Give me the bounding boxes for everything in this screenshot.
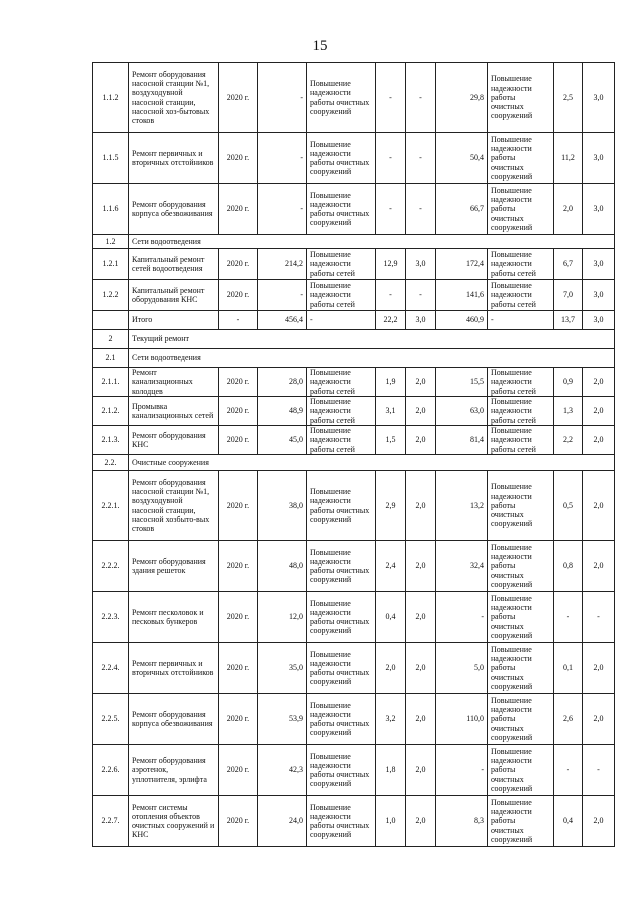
value-cell: 1,9: [376, 368, 406, 397]
section-title-cell: Сети водоотведения: [129, 349, 615, 368]
table-row: [93, 249, 615, 280]
table-row: [93, 541, 615, 592]
value-cell: 3,1: [376, 397, 406, 426]
value-cell: 2,6: [554, 694, 583, 745]
repair-plan-table: [92, 62, 615, 847]
value-cell: 2,0: [583, 796, 615, 847]
value-cell: 2,0: [406, 368, 436, 397]
value-cell: 22,2: [376, 311, 406, 330]
cost-cell: 28,0: [258, 368, 307, 397]
value-cell: -: [436, 745, 488, 796]
value-cell: 15,5: [436, 368, 488, 397]
row-number-cell: [93, 311, 129, 330]
effect-cell: Повышение надежности работы очистных сооружений: [307, 694, 376, 745]
year-cell: 2020 г.: [219, 280, 258, 311]
work-name-cell: Ремонт оборудования насосной станции №1, воздуходувной насосной станции, насосной хозбыто-вых стоков: [129, 471, 219, 541]
value-cell: 66,7: [436, 184, 488, 235]
row-number-cell: 2.1.2.: [93, 397, 129, 426]
section-title-cell: Очистные сооружения: [129, 455, 615, 471]
value-cell: 32,4: [436, 541, 488, 592]
year-cell: -: [219, 311, 258, 330]
table-row: [93, 397, 615, 426]
work-name-cell: Ремонт канализационных колодцев: [129, 368, 219, 397]
value-cell: 2,0: [406, 592, 436, 643]
effect-cell: Повышение надежности работы очистных сооружений: [307, 796, 376, 847]
cost-cell: 45,0: [258, 426, 307, 455]
year-cell: 2020 г.: [219, 133, 258, 184]
table-row: [93, 311, 615, 330]
year-cell: 2020 г.: [219, 184, 258, 235]
work-name-cell: Итого: [129, 311, 219, 330]
effect-cell: Повышение надежности работы сетей: [488, 249, 554, 280]
value-cell: 8,3: [436, 796, 488, 847]
value-cell: 2,9: [376, 471, 406, 541]
effect-cell: Повышение надежности работы очистных сооружений: [488, 184, 554, 235]
value-cell: 2,0: [583, 694, 615, 745]
value-cell: 460,9: [436, 311, 488, 330]
value-cell: -: [406, 133, 436, 184]
section-row: [93, 330, 615, 349]
value-cell: -: [406, 280, 436, 311]
cost-cell: 35,0: [258, 643, 307, 694]
row-number-cell: 2.2.4.: [93, 643, 129, 694]
value-cell: 1,3: [554, 397, 583, 426]
effect-cell: Повышение надежности работы сетей: [488, 368, 554, 397]
value-cell: 50,4: [436, 133, 488, 184]
work-name-cell: Ремонт оборудования КНС: [129, 426, 219, 455]
value-cell: 3,0: [583, 63, 615, 133]
value-cell: 2,0: [376, 643, 406, 694]
value-cell: 172,4: [436, 249, 488, 280]
value-cell: -: [376, 280, 406, 311]
value-cell: -: [583, 592, 615, 643]
table-row: [93, 63, 615, 133]
cost-cell: -: [258, 184, 307, 235]
section-number-cell: 1.2: [93, 235, 129, 249]
value-cell: 1,0: [376, 796, 406, 847]
effect-cell: Повышение надежности работы очистных сооружений: [307, 745, 376, 796]
value-cell: -: [583, 745, 615, 796]
cost-cell: 214,2: [258, 249, 307, 280]
effect-cell: -: [307, 311, 376, 330]
row-number-cell: 1.1.5: [93, 133, 129, 184]
value-cell: 2,0: [406, 426, 436, 455]
value-cell: 2,0: [583, 426, 615, 455]
value-cell: 2,0: [583, 471, 615, 541]
row-number-cell: 2.1.3.: [93, 426, 129, 455]
row-number-cell: 2.2.2.: [93, 541, 129, 592]
section-row: [93, 455, 615, 471]
value-cell: 6,7: [554, 249, 583, 280]
value-cell: 12,9: [376, 249, 406, 280]
cost-cell: 456,4: [258, 311, 307, 330]
value-cell: 2,0: [406, 397, 436, 426]
value-cell: 0,4: [376, 592, 406, 643]
year-cell: 2020 г.: [219, 471, 258, 541]
effect-cell: Повышение надежности работы очистных сооружений: [488, 745, 554, 796]
value-cell: 0,4: [554, 796, 583, 847]
value-cell: -: [436, 592, 488, 643]
table-row: [93, 643, 615, 694]
work-name-cell: Ремонт оборудования здания решеток: [129, 541, 219, 592]
work-name-cell: Ремонт оборудования корпуса обезвоживания: [129, 694, 219, 745]
effect-cell: Повышение надежности работы очистных сооружений: [488, 796, 554, 847]
value-cell: 2,0: [583, 368, 615, 397]
effect-cell: Повышение надежности работы очистных сооружений: [488, 63, 554, 133]
row-number-cell: 1.2.1: [93, 249, 129, 280]
year-cell: 2020 г.: [219, 592, 258, 643]
effect-cell: Повышение надежности работы очистных сооружений: [307, 184, 376, 235]
value-cell: 5,0: [436, 643, 488, 694]
value-cell: 1,5: [376, 426, 406, 455]
table-row: [93, 280, 615, 311]
table-row: [93, 694, 615, 745]
cost-cell: -: [258, 133, 307, 184]
work-name-cell: Ремонт первичных и вторичных отстойников: [129, 643, 219, 694]
value-cell: 11,2: [554, 133, 583, 184]
work-name-cell: Ремонт песколовок и песковых бункеров: [129, 592, 219, 643]
row-number-cell: 1.1.6: [93, 184, 129, 235]
effect-cell: Повышение надежности работы очистных сооружений: [307, 63, 376, 133]
work-name-cell: Капитальный ремонт оборудования КНС: [129, 280, 219, 311]
year-cell: 2020 г.: [219, 643, 258, 694]
cost-cell: 53,9: [258, 694, 307, 745]
effect-cell: Повышение надежности работы сетей: [307, 397, 376, 426]
value-cell: -: [376, 63, 406, 133]
row-number-cell: 2.2.1.: [93, 471, 129, 541]
value-cell: 3,0: [583, 311, 615, 330]
value-cell: 2,0: [406, 745, 436, 796]
effect-cell: Повышение надежности работы очистных сооружений: [488, 471, 554, 541]
year-cell: 2020 г.: [219, 368, 258, 397]
value-cell: 0,9: [554, 368, 583, 397]
value-cell: 2,0: [406, 471, 436, 541]
value-cell: -: [554, 745, 583, 796]
value-cell: -: [406, 184, 436, 235]
effect-cell: Повышение надежности работы сетей: [307, 426, 376, 455]
value-cell: 2,0: [583, 541, 615, 592]
section-row: [93, 235, 615, 249]
value-cell: 110,0: [436, 694, 488, 745]
effect-cell: Повышение надежности работы сетей: [307, 280, 376, 311]
row-number-cell: 1.1.2: [93, 63, 129, 133]
effect-cell: -: [488, 311, 554, 330]
value-cell: 2,0: [406, 694, 436, 745]
effect-cell: Повышение надежности работы сетей: [307, 368, 376, 397]
value-cell: 3,0: [583, 249, 615, 280]
effect-cell: Повышение надежности работы сетей: [307, 249, 376, 280]
table-row: [93, 592, 615, 643]
page-number: 15: [312, 38, 328, 54]
year-cell: 2020 г.: [219, 796, 258, 847]
value-cell: 3,0: [406, 249, 436, 280]
work-name-cell: Ремонт первичных и вторичных отстойников: [129, 133, 219, 184]
effect-cell: Повышение надежности работы очистных сооружений: [307, 592, 376, 643]
value-cell: -: [376, 184, 406, 235]
effect-cell: Повышение надежности работы очистных сооружений: [488, 592, 554, 643]
value-cell: 13,2: [436, 471, 488, 541]
value-cell: 3,0: [583, 184, 615, 235]
effect-cell: Повышение надежности работы сетей: [488, 397, 554, 426]
value-cell: 2,0: [583, 643, 615, 694]
value-cell: 2,0: [406, 541, 436, 592]
value-cell: 2,0: [406, 796, 436, 847]
row-number-cell: 2.2.6.: [93, 745, 129, 796]
section-row: [93, 349, 615, 368]
value-cell: 2,5: [554, 63, 583, 133]
value-cell: 63,0: [436, 397, 488, 426]
cost-cell: 12,0: [258, 592, 307, 643]
work-name-cell: Промывка канализационных сетей: [129, 397, 219, 426]
value-cell: 29,8: [436, 63, 488, 133]
year-cell: 2020 г.: [219, 694, 258, 745]
year-cell: 2020 г.: [219, 397, 258, 426]
effect-cell: Повышение надежности работы сетей: [488, 426, 554, 455]
effect-cell: Повышение надежности работы очистных сооружений: [488, 643, 554, 694]
value-cell: 3,0: [406, 311, 436, 330]
section-number-cell: 2.1: [93, 349, 129, 368]
effect-cell: Повышение надежности работы очистных сооружений: [307, 643, 376, 694]
value-cell: 0,8: [554, 541, 583, 592]
value-cell: 2,0: [554, 184, 583, 235]
value-cell: 1,8: [376, 745, 406, 796]
value-cell: 7,0: [554, 280, 583, 311]
table-row: [93, 426, 615, 455]
work-name-cell: Ремонт оборудования аэротенок, уплотнителя, эрлифта: [129, 745, 219, 796]
year-cell: 2020 г.: [219, 63, 258, 133]
section-title-cell: Текущий ремонт: [129, 330, 615, 349]
cost-cell: 42,3: [258, 745, 307, 796]
cost-cell: 48,0: [258, 541, 307, 592]
effect-cell: Повышение надежности работы очистных сооружений: [488, 133, 554, 184]
value-cell: -: [554, 592, 583, 643]
value-cell: 3,2: [376, 694, 406, 745]
cost-cell: 38,0: [258, 471, 307, 541]
value-cell: 3,0: [583, 280, 615, 311]
effect-cell: Повышение надежности работы очистных сооружений: [307, 133, 376, 184]
section-number-cell: 2: [93, 330, 129, 349]
row-number-cell: 2.2.3.: [93, 592, 129, 643]
effect-cell: Повышение надежности работы очистных сооружений: [307, 471, 376, 541]
value-cell: 0,5: [554, 471, 583, 541]
cost-cell: -: [258, 280, 307, 311]
value-cell: -: [376, 133, 406, 184]
table-row: [93, 796, 615, 847]
work-name-cell: Ремонт оборудования насосной станции №1, воздуходувной насосной станции, насосной хоз-бытовых стоков: [129, 63, 219, 133]
year-cell: 2020 г.: [219, 426, 258, 455]
work-name-cell: Ремонт системы отопления объектов очистных сооружений и КНС: [129, 796, 219, 847]
work-name-cell: Ремонт оборудования корпуса обезвоживания: [129, 184, 219, 235]
table-row: [93, 368, 615, 397]
cost-cell: -: [258, 63, 307, 133]
effect-cell: Повышение надежности работы очистных сооружений: [488, 694, 554, 745]
cost-cell: 24,0: [258, 796, 307, 847]
value-cell: 13,7: [554, 311, 583, 330]
year-cell: 2020 г.: [219, 249, 258, 280]
section-number-cell: 2.2.: [93, 455, 129, 471]
value-cell: 2,2: [554, 426, 583, 455]
row-number-cell: 2.2.7.: [93, 796, 129, 847]
table-row: [93, 133, 615, 184]
table-row: [93, 745, 615, 796]
row-number-cell: 2.1.1.: [93, 368, 129, 397]
cost-cell: 48,9: [258, 397, 307, 426]
row-number-cell: 2.2.5.: [93, 694, 129, 745]
value-cell: 2,4: [376, 541, 406, 592]
value-cell: 2,0: [583, 397, 615, 426]
table-row: [93, 184, 615, 235]
value-cell: -: [406, 63, 436, 133]
year-cell: 2020 г.: [219, 541, 258, 592]
value-cell: 2,0: [406, 643, 436, 694]
value-cell: 81,4: [436, 426, 488, 455]
effect-cell: Повышение надежности работы сетей: [488, 280, 554, 311]
value-cell: 141,6: [436, 280, 488, 311]
effect-cell: Повышение надежности работы очистных сооружений: [488, 541, 554, 592]
work-name-cell: Капитальный ремонт сетей водоотведения: [129, 249, 219, 280]
effect-cell: Повышение надежности работы очистных сооружений: [307, 541, 376, 592]
value-cell: 0,1: [554, 643, 583, 694]
row-number-cell: 1.2.2: [93, 280, 129, 311]
value-cell: 3,0: [583, 133, 615, 184]
year-cell: 2020 г.: [219, 745, 258, 796]
table-row: [93, 471, 615, 541]
section-title-cell: Сети водоотведения: [129, 235, 615, 249]
